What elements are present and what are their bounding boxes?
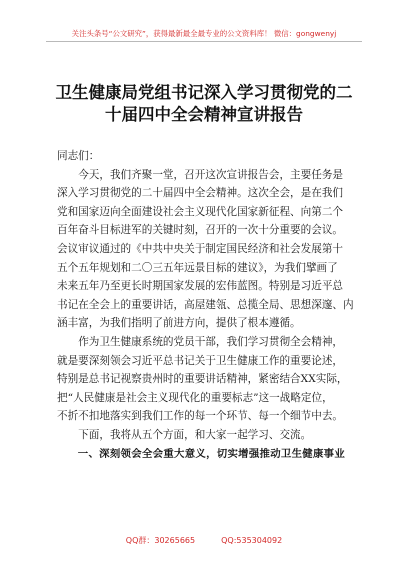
text-line: 深入学习贯彻党的二十届四中全会精神。这次全会，是在我们 [57, 187, 344, 200]
text-line: 会议审议通过的《中共中央关于制定国民经济和社会发展第十 [57, 242, 344, 255]
text-line: 书记在全会上的重要讲话，高屋建瓴、总揽全局、思想深邃、内 [57, 298, 354, 311]
header-divider [46, 41, 362, 42]
header-banner: 关注头条号“公文研究”，获得最新最全最专业的公文资料库！ 微信：gongwenyj [71, 29, 337, 38]
text-line: 党和国家迈向全面建设社会主义现代化国家新征程、向第二个 [57, 205, 344, 218]
paragraph-3: 下面，我将从五个方面，和大家一起学习、交流。 [78, 428, 312, 441]
title-line: 十届四中全会精神宣讲报告 [105, 105, 303, 124]
text-line: 特别是总书记视察贵州时的重要讲话精神，紧密结合XX实际， [57, 373, 348, 386]
section-heading: 一、深刻领会全会重大意义，切实增强推动卫生健康事业 [77, 447, 346, 460]
footer-qq: QQ:535304092 [221, 536, 283, 545]
footer-contact [0, 535, 408, 546]
text-line: 百年奋斗目标进军的关键时刻，召开的一次十分重要的会议。 [57, 224, 344, 237]
paragraph-1 [57, 166, 355, 333]
text-line: 作为卫生健康系统的党员干部，我们学习贯彻全会精神， [78, 335, 344, 348]
title-line: 卫生健康局党组书记深入学习贯彻党的二 [55, 83, 353, 102]
text-line: 涵丰富，为我们指明了前进方向，提供了根本遵循。 [57, 317, 301, 330]
text-line: 把“人民健康是社会主义现代化的重要标志”这一战略定位， [57, 391, 333, 404]
footer-qq-group: QQ群：30265665 [125, 536, 196, 545]
salutation: 同志们： [57, 150, 100, 162]
paragraph-2 [57, 333, 355, 426]
text-line: 五个五年规划和二〇三五年远景目标的建议》，为我们擘画了 [57, 261, 338, 274]
text-line: 不折不扣地落实到我们工作的每一个环节、每一个细节中去。 [57, 410, 344, 423]
text-line: 就是要深刻领会习近平总书记关于卫生健康工作的重要论述， [57, 354, 344, 367]
document-title [40, 82, 368, 126]
text-line: 未来五年乃至更长时期国家发展的宏伟蓝图。特别是习近平总 [57, 280, 344, 293]
text-line: 今天，我们齐聚一堂，召开这次宣讲报告会，主要任务是 [78, 168, 344, 181]
document-body [57, 147, 355, 463]
